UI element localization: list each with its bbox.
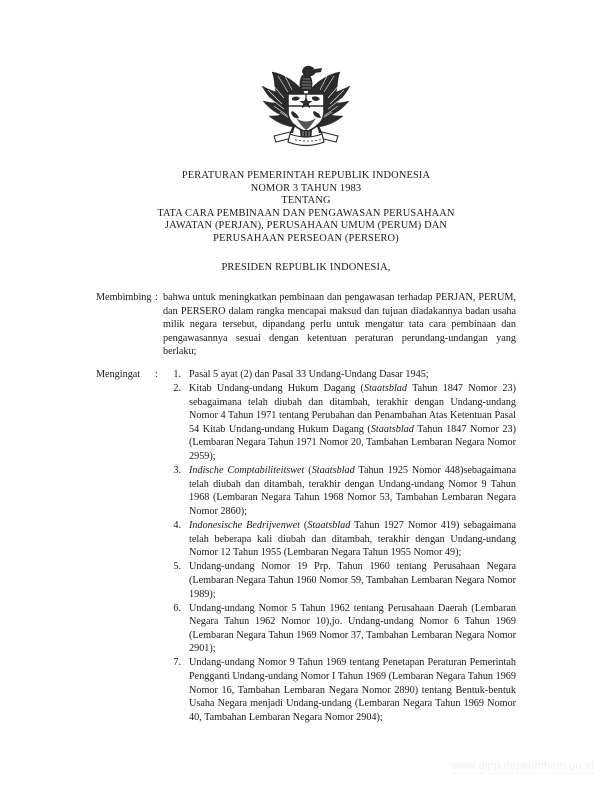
mengingat-item-text: Undang-undang Nomor 19 Prp. Tahun 1960 tentang Perusahaan Negara (Lembaran Negara Tahun 1960 Nomor 59, Tambahan Lembaran Negara Nomor 1989); — [189, 561, 516, 600]
authority-line: PRESIDEN REPUBLIK INDONESIA, — [221, 262, 391, 273]
document-title-block — [76, 170, 536, 246]
clause-mengingat-body — [163, 368, 516, 725]
mengingat-item-number: 5. — [173, 561, 181, 573]
mengingat-item-text: Kitab Undang-undang Hukum Dagang (Staatsblad Tahun 1847 Nomor 23) sebagaimana telah diubah dan ditambah, terakhir dengan Undang-undang Nomor 4 Tahun 1971 tentang Perubahan dan Penambahan Atas Ketentuan Pasal 54 Kitab Undang-undang Hukum Dagang (Staatsblad Tahun 1847 Nomor 23) (Lembaran Negara Tahun 1971 Nomor 20, Tambahan Lembaran Negara Nomor 2959); — [189, 383, 516, 463]
title-line-2: NOMOR 3 TAHUN 1983 — [250, 182, 362, 194]
mengingat-item — [163, 519, 516, 560]
clause-membimbing-paragraph: bahwa untuk meningkatkan pembinaan dan pengawasan terhadap PERJAN, PERUM, dan PERSERO dalam rangka mencapai maksud dan tujuan diadakannya badan usaha milik negara tersebut, dipandang perlu untuk mengatur tata cara pembinaan dan pengawasannya sesuai dengan ketentuan peraturan perundang-undangan yang berlaku; — [163, 292, 516, 358]
clause-membimbing-body — [163, 291, 516, 359]
mengingat-item — [163, 560, 516, 601]
site-watermark: www.djpp.depkumham.go.id — [451, 760, 594, 772]
clause-mengingat-label: Mengingat — [96, 369, 141, 380]
clause-mengingat-colon: : — [155, 369, 158, 380]
title-line-4: TATA CARA PEMBINAAN DAN PENGAWASAN PERUSAHAAN — [157, 207, 455, 219]
title-line-5: JAWATAN (PERJAN), PERUSAHAAN UMUM (PERUM) DAN — [164, 220, 448, 232]
clause-membimbing-label: Membimbing — [96, 292, 152, 303]
title-line-3: TENTANG — [281, 195, 331, 207]
title-line-1: PERATURAN PEMERINTAH REPUBLIK INDONESIA — [181, 170, 431, 181]
mengingat-item-number: 3. — [173, 465, 181, 477]
emblem-container — [0, 62, 612, 156]
mengingat-item-text: Undang-undang Nomor 9 Tahun 1969 tentang Penetapan Peraturan Pemerintah Pengganti Undang-undang Nomor I Tahun 1969 (Lembaran Negara Tahun 1969 Nomor 16, Tambahan Lembaran Negara Nomor 2890) tentang Bentuk-bentuk Usaha Negara menjadi Undang-undang (Lembaran Negara Tahun 1969 Nomor 40, Tambahan Lembaran Negara Nomor 2904); — [189, 657, 516, 723]
mengingat-item — [163, 464, 516, 518]
mengingat-item-number: 2. — [173, 383, 181, 395]
mengingat-item-text: Undang-undang Nomor 5 Tahun 1962 tentang Perusahaan Daerah (Lembaran Negara Tahun 1962 Nomor 10),jo. Undang-undang Nomor 6 Tahun 1969 (Lembaran Negara Tahun 1969 Nomor 37, Tambahan Lembaran Negara Nomor 2901); — [189, 602, 516, 655]
clause-membimbing — [96, 291, 516, 359]
mengingat-item-text: Indische Comptabiliteitswet (Staatsblad Tahun 1925 Nomor 448)sebagaimana telah diubah dan ditambah, terakhir dengan Undang-undang Nomor 9 Tahun 1968 (Lembaran Negara Tahun 1968 Nomor 53, Tambahan Lembaran Negara Nomor 2860); — [189, 465, 516, 517]
mengingat-item-number: 7. — [173, 657, 181, 669]
mengingat-item — [163, 602, 516, 656]
mengingat-item — [163, 368, 516, 382]
clause-membimbing-colon: : — [155, 292, 158, 303]
mengingat-item — [163, 656, 516, 724]
mengingat-item-text: Indonesische Bedrijvenwet (Staatsblad Tahun 1927 Nomor 419) sebagaimana telah beberapa kali diubah dan ditambah, terakhir dengan Undang-undang Nomor 12 Tahun 1955 (Lembaran Negara Tahun 1955 Nomor 49); — [189, 520, 516, 559]
mengingat-item — [163, 382, 516, 464]
mengingat-item-number: 4. — [173, 520, 181, 532]
mengingat-item-text: Pasal 5 ayat (2) dan Pasal 33 Undang-Undang Dasar 1945; — [189, 369, 429, 380]
title-line-6: PERUSAHAAN PERSEOAN (PERSERO) — [213, 232, 399, 244]
garuda-pancasila-emblem — [258, 62, 354, 156]
clause-mengingat — [96, 368, 516, 725]
mengingat-item-number: 1. — [173, 369, 181, 380]
mengingat-item-number: 6. — [173, 602, 181, 614]
mengingat-item-list — [163, 368, 516, 724]
